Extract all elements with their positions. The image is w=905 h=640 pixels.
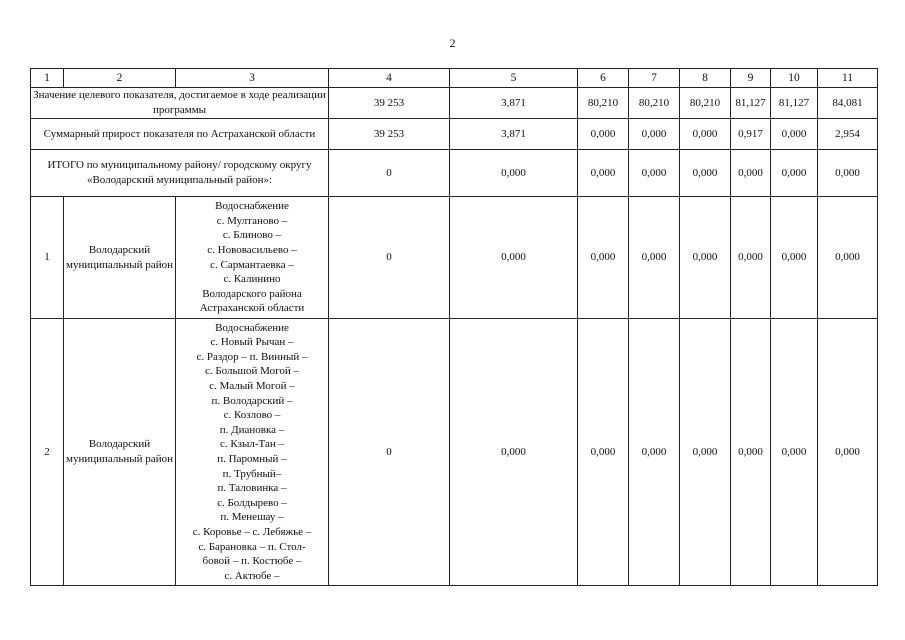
table-row: [31, 197, 878, 319]
header-cell: 8: [680, 69, 731, 88]
district-total-row: [31, 150, 878, 197]
object-description: [176, 319, 329, 586]
value-cell: 0,000: [771, 150, 818, 197]
value-cell: 81,127: [731, 88, 771, 119]
object-line: с. Козлово –: [223, 409, 281, 422]
value-cell: 0,917: [731, 119, 771, 150]
value-cell: 80,210: [578, 88, 629, 119]
value-cell: 80,210: [680, 88, 731, 119]
value-cell: 0,000: [629, 119, 680, 150]
header-cell: 4: [329, 69, 450, 88]
value-cell: 0,000: [731, 150, 771, 197]
object-line: п. Володарский –: [211, 394, 293, 407]
target-value-row: [31, 88, 878, 119]
row-label: ИТОГО по муниципальному району/ городскому округу «Володарский муниципальный район»:: [31, 150, 329, 197]
object-line: с. Новый Рычан –: [210, 336, 294, 349]
indicator-table: [30, 68, 878, 586]
value-cell: 0,000: [629, 319, 680, 586]
value-cell: 0: [329, 319, 450, 586]
object-line: Водоснабжение: [215, 321, 289, 334]
object-line: с. Калинино: [223, 273, 281, 286]
value-cell: 0,000: [629, 150, 680, 197]
object-line: с. Болдырево –: [217, 496, 287, 509]
value-cell: 0,000: [680, 150, 731, 197]
table-header-row: [31, 69, 878, 88]
value-cell: 0,000: [818, 150, 878, 197]
object-line: п. Паромный –: [217, 453, 287, 465]
value-cell: 81,127: [771, 88, 818, 119]
object-line: с. Большой Могой –: [204, 365, 300, 378]
object-line: с. Кзыл-Тан –: [220, 438, 284, 451]
total-increase-row: [31, 119, 878, 150]
value-cell: 0,000: [578, 150, 629, 197]
object-line: п. Трубный–: [222, 467, 282, 480]
header-cell: 6: [578, 69, 629, 88]
value-cell: 0,000: [771, 319, 818, 586]
value-cell: 0: [329, 197, 450, 319]
value-cell: 80,210: [629, 88, 680, 119]
object-line: с. Барановка – п. Стол-: [198, 540, 306, 553]
value-cell: 0,000: [450, 319, 578, 586]
header-cell: 3: [176, 69, 329, 88]
value-cell: 0,000: [680, 319, 731, 586]
value-cell: 2,954: [818, 119, 878, 150]
value-cell: 0,000: [578, 119, 629, 150]
value-cell: 0,000: [578, 319, 629, 586]
object-line: Володарского района: [202, 287, 302, 300]
value-cell: 0,000: [818, 197, 878, 319]
object-line: с. Коровье – с. Лебяжье –: [192, 525, 312, 538]
value-cell: 0,000: [731, 197, 771, 319]
value-cell: 0,000: [771, 197, 818, 319]
value-cell: 0,000: [450, 197, 578, 319]
header-cell: 5: [450, 69, 578, 88]
value-cell: 0,000: [578, 197, 629, 319]
value-cell: 0,000: [818, 319, 878, 586]
header-cell: 2: [64, 69, 176, 88]
header-cell: 11: [818, 69, 878, 88]
object-line: п. Таловинка –: [217, 482, 287, 495]
row-label: Значение целевого показателя, достигаемое в ходе реализации программы: [31, 88, 329, 119]
object-line: с. Малый Могой –: [209, 380, 295, 393]
page-number: 2: [449, 36, 456, 50]
header-cell: 9: [731, 69, 771, 88]
object-line: с. Мултаново –: [216, 214, 288, 227]
object-line: бовой – п. Костюбе –: [202, 555, 302, 568]
district-name: Володарский муниципальный район: [64, 319, 176, 586]
row-label: Суммарный прирост показателя по Астраханской области: [31, 119, 329, 150]
value-cell: 0,000: [450, 150, 578, 197]
header-cell: 10: [771, 69, 818, 88]
district-name: Володарский муниципальный район: [64, 197, 176, 319]
table-row: [31, 319, 878, 586]
object-description: [176, 197, 329, 319]
value-cell: 39 253: [329, 88, 450, 119]
object-line: п. Менешау –: [220, 511, 284, 524]
object-line: с. Нововасильево –: [207, 243, 297, 256]
value-cell: 84,081: [818, 88, 878, 119]
value-cell: 0: [329, 150, 450, 197]
value-cell: 0,000: [680, 119, 731, 150]
object-line: с. Раздор – п. Винный –: [196, 350, 308, 363]
object-line: Водоснабжение: [215, 200, 289, 213]
row-number: 2: [31, 319, 64, 586]
object-line: с. Сармантаевка –: [210, 258, 294, 271]
value-cell: 0,000: [731, 319, 771, 586]
value-cell: 0,000: [629, 197, 680, 319]
header-cell: 1: [31, 69, 64, 88]
value-cell: 3,871: [450, 88, 578, 119]
row-number: 1: [31, 197, 64, 319]
value-cell: 39 253: [329, 119, 450, 150]
object-line: с. Актюбе –: [224, 569, 280, 582]
value-cell: 0,000: [680, 197, 731, 319]
value-cell: 3,871: [450, 119, 578, 150]
object-line: п. Диановка –: [219, 423, 285, 436]
object-line: с. Блиново –: [222, 229, 282, 242]
object-line: Астраханской области: [199, 302, 305, 315]
header-cell: 7: [629, 69, 680, 88]
value-cell: 0,000: [771, 119, 818, 150]
